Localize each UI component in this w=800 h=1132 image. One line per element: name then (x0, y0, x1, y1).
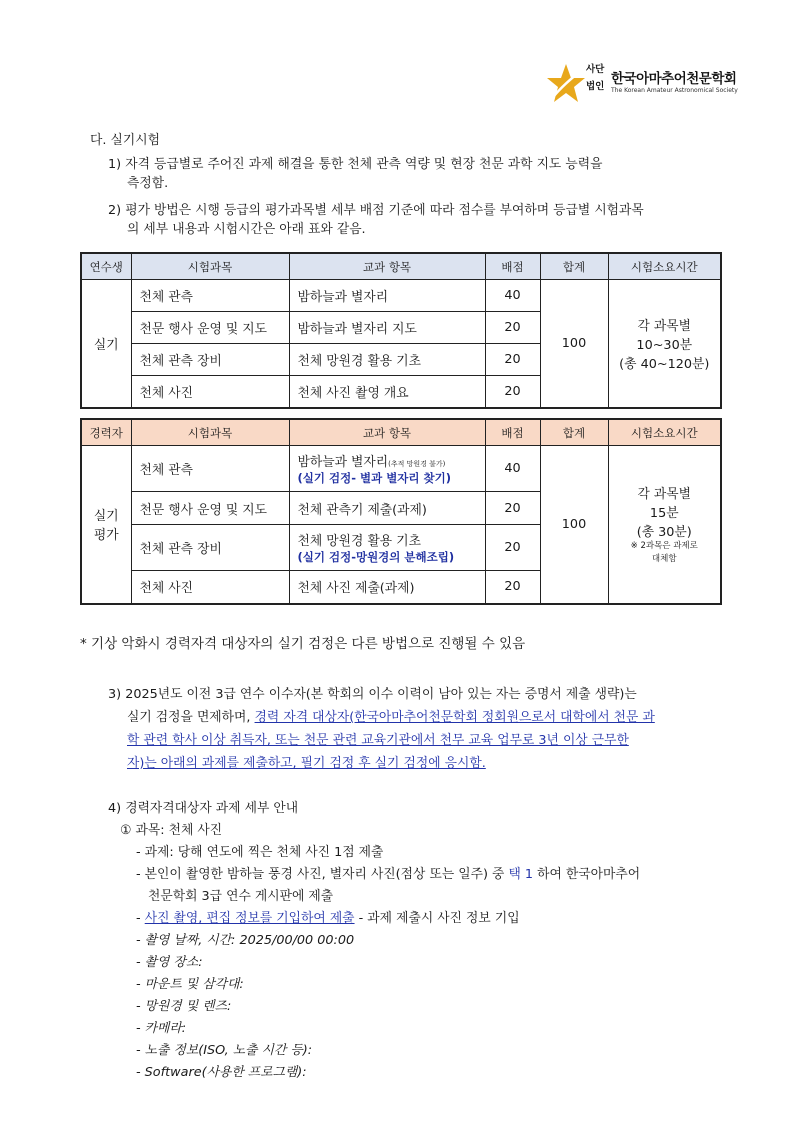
table-row (81, 446, 721, 492)
group-cell (81, 446, 131, 604)
time-line: 15분 (649, 505, 679, 521)
item-4-dash: - (136, 911, 141, 926)
item-3 (108, 683, 728, 775)
qualification-link: 학 관련 학사 이상 취득자, 또는 천문 관련 교육기관에서 천무 교육 업무로 3년 이상 근무한 (127, 733, 629, 748)
photo-info-field: - 마운트 및 삼각대: (136, 977, 244, 992)
item-1-line-1: 1) 자격 등급별로 주어진 과제 해결을 통한 천체 관측 역량 및 현장 천문 과학 지도 능력을 (108, 157, 603, 172)
photo-info-field: - 노출 정보(ISO, 노출 시간 등): (136, 1043, 313, 1058)
item-4-desc-2: 천문학회 3급 연수 게시판에 제출 (148, 889, 334, 904)
header-cell: 합계 (540, 253, 608, 280)
subject-cell: 천체 사진 (131, 571, 289, 604)
subject-cell: 천문 행사 운영 및 지도 (131, 312, 289, 344)
item-sub: (실기 검정-망원경의 분해조립) (297, 550, 455, 564)
item-cell: 밤하늘과 별자리 (289, 280, 485, 312)
total-cell: 100 (540, 280, 608, 408)
subject-cell: 천체 관측 장비 (131, 525, 289, 571)
table-row (81, 280, 721, 312)
score-cell: 20 (485, 525, 540, 571)
item-2-line-1: 2) 평가 방법은 시행 등급의 평가과목별 세부 배점 기준에 따라 점수를 부여하며 등급별 시험과목 (108, 203, 644, 218)
header-cell: 교과 항목 (289, 419, 485, 446)
time-line: 각 과목별 (637, 318, 691, 334)
item-4-choice: 택 1 (508, 867, 534, 882)
item-cell: 천체 사진 제출(과제) (289, 571, 485, 604)
header-cell: 경력자 (81, 419, 131, 446)
item-4-subject: ① 과목: 천체 사진 (120, 823, 223, 838)
time-cell (608, 446, 721, 604)
item-2 (108, 201, 728, 239)
time-note: 대체함 (651, 553, 677, 564)
total-cell: 100 (540, 446, 608, 604)
photo-info-field: - 촬영 날짜, 시간: 2025/00/00 00:00 (136, 933, 355, 948)
header-cell: 합계 (540, 419, 608, 446)
group-cell: 실기 (81, 280, 131, 408)
item-1-line-2: 측정함. (127, 176, 169, 191)
qualification-link: 자)는 아래의 과제를 제출하고, 필기 검정 후 실기 검정에 응시함. (127, 756, 486, 771)
photo-info-field: - 카메라: (136, 1021, 187, 1036)
item-text: 천체 망원경 활용 기초 (297, 534, 421, 549)
photo-info-field: - Software(사용한 프로그램): (136, 1065, 307, 1080)
time-note: ※ 2과목은 과제로 (630, 540, 698, 551)
photo-info-field: - 촬영 장소: (136, 955, 203, 970)
score-cell: 20 (485, 376, 540, 408)
time-cell (608, 280, 721, 408)
item-4 (108, 798, 640, 1084)
item-2-line-2: 의 세부 내용과 시험시간은 아래 표와 같음. (127, 222, 366, 237)
score-cell: 20 (485, 312, 540, 344)
item-cell (289, 446, 485, 492)
table-header-row (81, 419, 721, 446)
item-cell: 천체 사진 촬영 개요 (289, 376, 485, 408)
item-4-heading: 4) 경력자격대상자 과제 세부 안내 (108, 801, 299, 816)
weather-note: * 기상 악화시 경력자격 대상자의 실기 검정은 다른 방법으로 진행될 수 있음 (80, 636, 526, 652)
time-line: 각 과목별 (637, 486, 691, 502)
item-1 (108, 155, 728, 193)
org-name-english: The Korean Amateur Astronomical Society (611, 87, 738, 94)
header-cell: 배점 (485, 253, 540, 280)
section-heading: 다. 실기시험 (90, 133, 160, 148)
subject-cell: 천체 사진 (131, 376, 289, 408)
group-line: 평가 (93, 528, 119, 544)
score-cell: 20 (485, 492, 540, 525)
item-cell: 밤하늘과 별자리 지도 (289, 312, 485, 344)
score-cell: 40 (485, 280, 540, 312)
time-line: (총 40~120분) (619, 356, 710, 372)
item-4-desc: 하여 한국아마추어 (537, 867, 641, 882)
trainee-exam-table (80, 252, 722, 409)
score-cell: 20 (485, 571, 540, 604)
header-cell: 시험과목 (131, 253, 289, 280)
item-sub: (실기 검정- 별과 별자리 찾기) (297, 471, 451, 485)
item-4-info: - 과제 제출시 사진 정보 기입 (358, 911, 520, 926)
star-logo-icon (546, 62, 586, 106)
item-3-line-1: 3) 2025년도 이전 3급 연수 이수자(본 학회의 이수 이력이 남아 있는 자는 증명서 제출 생략)는 (108, 687, 637, 702)
table-header-row (81, 253, 721, 280)
photo-info-field: - 망원경 및 렌즈: (136, 999, 232, 1014)
time-line: 10~30분 (636, 337, 693, 353)
header-cell: 배점 (485, 419, 540, 446)
item-cell: 천체 관측기 제출(과제) (289, 492, 485, 525)
org-type-bottom: 법인 (586, 81, 605, 92)
time-line: (총 30분) (636, 524, 692, 540)
score-cell: 20 (485, 344, 540, 376)
item-cell: 천체 망원경 활용 기초 (289, 344, 485, 376)
item-note: (추적 망원경 불가) (388, 460, 446, 468)
score-cell: 40 (485, 446, 540, 492)
item-text: 밤하늘과 별자리 (297, 455, 389, 470)
item-4-task: - 과제: 당해 연도에 찍은 천체 사진 1점 제출 (136, 845, 384, 860)
experienced-exam-table (80, 418, 722, 605)
subject-cell: 천체 관측 (131, 446, 289, 492)
item-cell (289, 525, 485, 571)
org-name-korean: 한국아마추어천문학회 (611, 71, 737, 87)
subject-cell: 천체 관측 (131, 280, 289, 312)
header-cell: 교과 항목 (289, 253, 485, 280)
item-3-text: 실기 검정을 면제하며, (127, 710, 251, 725)
header-cell: 시험소요시간 (608, 419, 721, 446)
header-cell: 연수생 (81, 253, 131, 280)
qualification-link: 경력 자격 대상자(한국아마추어천문학회 정회원으로서 대학에서 천문 과 (254, 710, 655, 725)
subject-cell: 천문 행사 운영 및 지도 (131, 492, 289, 525)
subject-cell: 천체 관측 장비 (131, 344, 289, 376)
item-4-desc: - 본인이 촬영한 밤하늘 풍경 사진, 별자리 사진(점상 또는 일주) 중 (136, 867, 505, 882)
header-cell: 시험과목 (131, 419, 289, 446)
photo-info-link: 사진 촬영, 편집 정보를 기입하여 제출 (144, 911, 355, 926)
society-logo (546, 62, 746, 106)
header-cell: 시험소요시간 (608, 253, 721, 280)
group-line: 실기 (93, 509, 119, 525)
org-type-top: 사단 (586, 64, 605, 75)
